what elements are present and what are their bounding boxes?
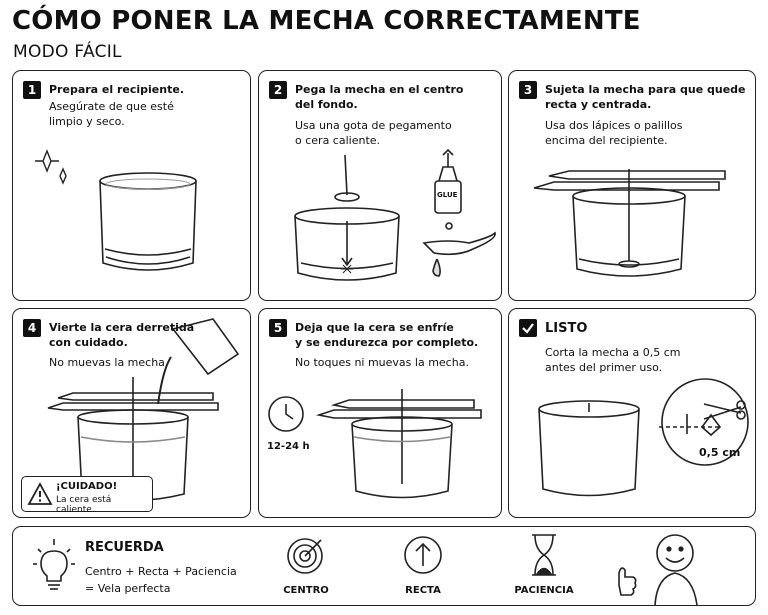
remember-bar <box>12 526 756 606</box>
step-title: Prepara el recipiente. <box>49 83 184 96</box>
step-number: 2 <box>269 81 287 99</box>
remember-text: Centro + Recta + Paciencia = Vela perfecta <box>85 565 237 595</box>
measure-label: 0,5 cm <box>699 446 741 459</box>
time-label: 12-24 h <box>267 441 310 452</box>
step-panel-3 <box>508 70 756 301</box>
finished-candle-illustration <box>509 309 757 519</box>
step-title: Pega la mecha en el centro del fondo. <box>295 83 464 111</box>
page-subtitle: MODO FÁCIL <box>13 42 122 62</box>
step-text: No muevas la mecha. <box>49 356 169 369</box>
step-panel-1 <box>12 70 251 301</box>
warning-title: ¡CUIDADO! <box>56 481 118 492</box>
jar-illustration <box>13 71 252 302</box>
step-text: Corta la mecha a 0,5 cm antes del primer uso. <box>545 346 681 374</box>
warning-box <box>21 476 153 515</box>
step-text: Usa una gota de pegamento o cera caliente. <box>295 119 452 147</box>
step-number: 4 <box>23 319 41 337</box>
step-text: No toques ni muevas la mecha. <box>295 356 469 369</box>
step-title: Deja que la cera se enfríe y se endurezca por completo. <box>295 321 479 349</box>
step-text: Usa dos lápices o palillos encima del recipiente. <box>545 119 683 147</box>
step-text: Asegúrate de que esté limpio y seco. <box>49 100 174 128</box>
step-panel-done <box>508 308 756 518</box>
step-number: 5 <box>269 319 287 337</box>
cooling-illustration <box>259 309 503 519</box>
icon-label-center: CENTRO <box>283 585 329 596</box>
step-number: 1 <box>23 81 41 99</box>
step-title: Vierte la cera derretida con cuidado. <box>49 321 195 349</box>
step-panel-2 <box>258 70 502 301</box>
step-panel-4 <box>12 308 251 518</box>
target-icon <box>286 535 326 575</box>
page-title: CÓMO PONER LA MECHA CORRECTAMENTE <box>12 6 641 36</box>
remember-title: RECUERDA <box>85 540 164 555</box>
glue-label: GLUE <box>437 191 458 199</box>
pencils-wick-illustration <box>509 71 757 302</box>
step-number: 3 <box>519 81 537 99</box>
glue-wick-illustration <box>259 71 503 302</box>
step-title: LISTO <box>545 321 588 336</box>
icon-label-patience: PACIENCIA <box>514 585 574 596</box>
step-title: Sujeta la mecha para que quede recta y centrada. <box>545 83 746 111</box>
warning-text: La cera está caliente. <box>56 495 112 515</box>
smiley-thumbs-up-icon <box>607 525 717 605</box>
icon-label-straight: RECTA <box>405 585 441 596</box>
lightbulb-icon <box>29 537 79 597</box>
hourglass-icon <box>529 533 559 577</box>
warning-icon <box>27 482 53 508</box>
arrow-up-icon <box>403 535 443 575</box>
step-panel-5 <box>258 308 502 518</box>
